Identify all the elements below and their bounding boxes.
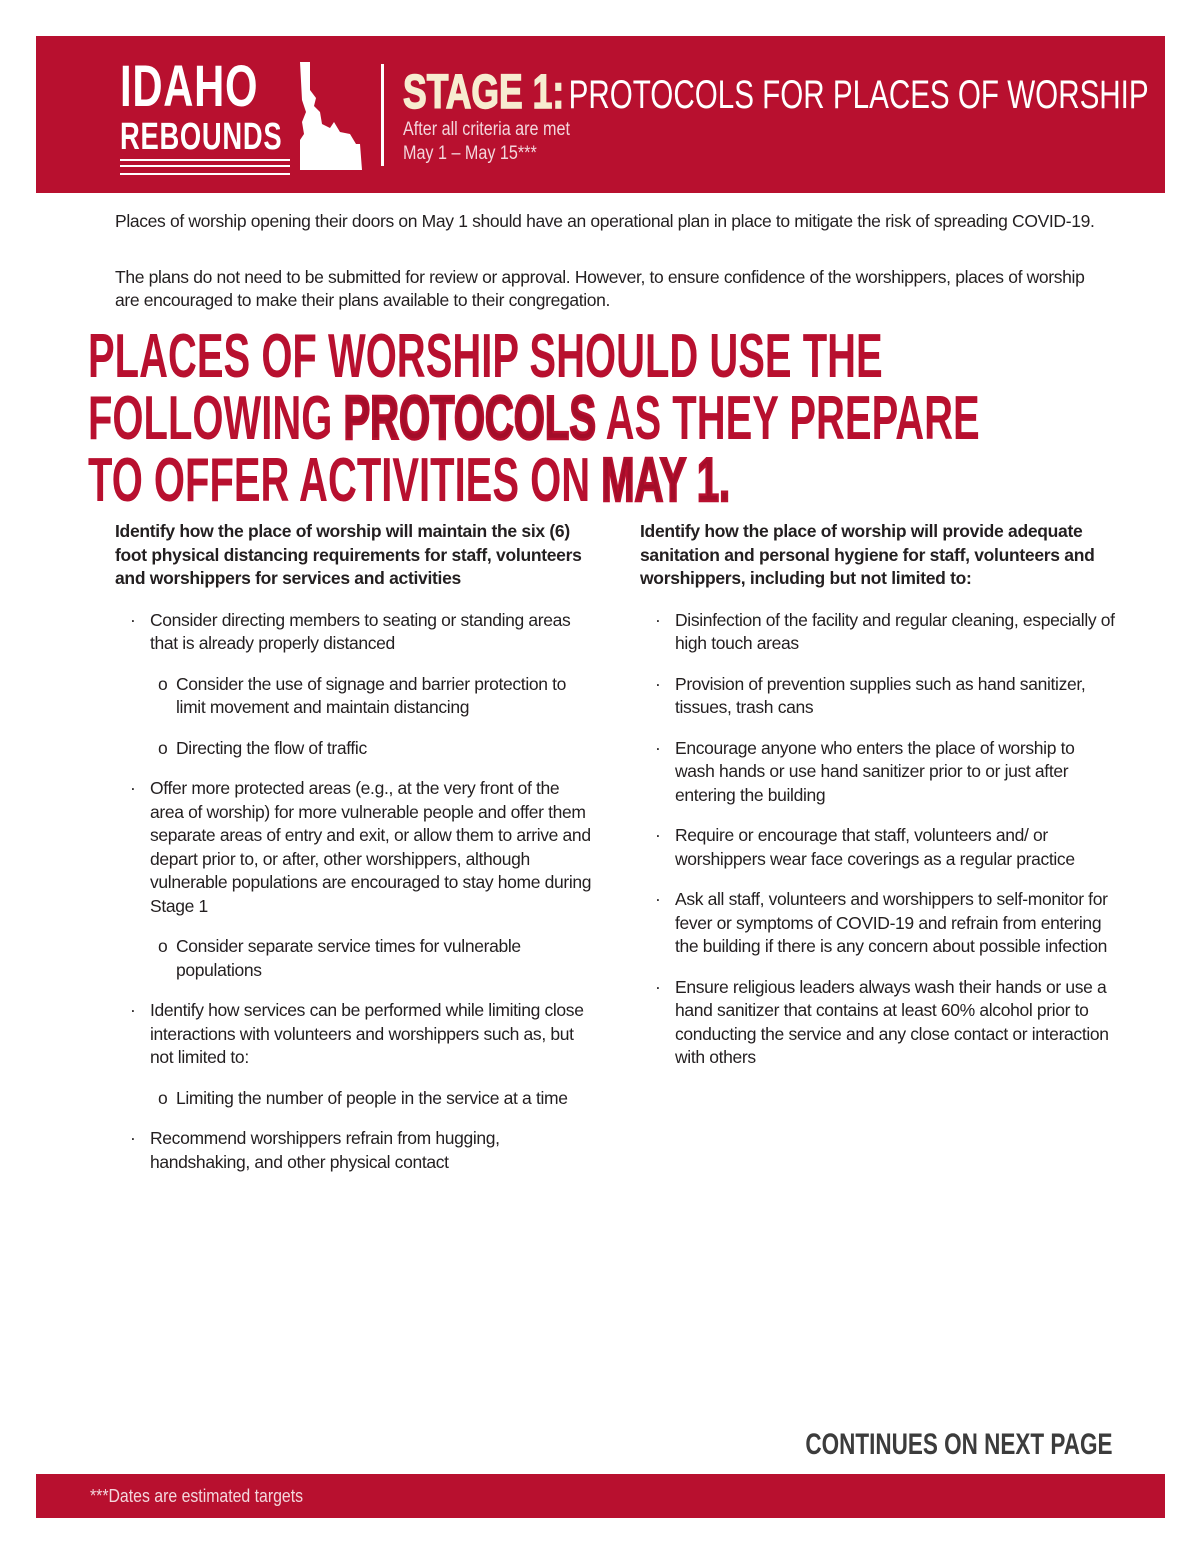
sub-bullet-marker: o bbox=[158, 936, 168, 956]
bullet-marker: · bbox=[655, 609, 661, 630]
intro-paragraph-1: Places of worship opening their doors on May 1 should have an operational plan in place to mitigate the risk of spreading COVID-19. bbox=[115, 211, 1095, 231]
bullet-text: Ask all staff, volunteers and worshippers to self-monitor for fever or symptoms of COVID-19 and refrain from entering the building if there is any concern about possible infection bbox=[675, 889, 1108, 956]
headline-text: FOLLOWING bbox=[88, 384, 344, 453]
bullet-item bbox=[115, 777, 595, 918]
bullet-text: Provision of prevention supplies such as hand sanitizer, tissues, trash cans bbox=[675, 673, 1086, 717]
bullet-item bbox=[115, 1127, 595, 1174]
bullet-text: Disinfection of the facility and regular cleaning, especially of high touch areas bbox=[675, 609, 1115, 653]
stage-label: STAGE 1: bbox=[403, 66, 565, 119]
continues-on-next-page: CONTINUES ON NEXT PAGE bbox=[804, 1428, 1112, 1461]
headline-line2 bbox=[88, 384, 980, 453]
bullet-item bbox=[115, 999, 595, 1070]
bullet-marker: · bbox=[655, 737, 661, 758]
bullet-item bbox=[640, 737, 1115, 808]
headline-emphasis: MAY 1. bbox=[601, 446, 731, 515]
footer-banner bbox=[36, 1474, 1165, 1518]
bullet-item bbox=[640, 609, 1115, 656]
bullet-marker: · bbox=[130, 1128, 136, 1148]
bullet-item bbox=[640, 824, 1115, 871]
subtitle-criteria: After all criteria are met bbox=[403, 119, 570, 140]
bullet-text: Consider directing members to seating or standing areas that is already properly distanced bbox=[150, 609, 571, 653]
bullet-item bbox=[640, 888, 1115, 959]
footer-note: ***Dates are estimated targets bbox=[90, 1486, 304, 1506]
sub-bullet-item bbox=[115, 935, 595, 982]
logo-stripes bbox=[120, 159, 290, 175]
header-divider bbox=[381, 64, 384, 166]
sub-bullet-marker: o bbox=[158, 737, 168, 758]
bullet-text: Limiting the number of people in the service at a time bbox=[176, 1087, 568, 1108]
bullet-item bbox=[115, 609, 595, 656]
right-column-heading: Identify how the place of worship will provide adequate sanitation and personal hygiene for staff, volunteers and worshippers, including but not limited to: bbox=[640, 521, 1095, 588]
headline-text: TO OFFER ACTIVITIES ON bbox=[88, 446, 602, 515]
right-column bbox=[640, 520, 1115, 1087]
headline bbox=[88, 322, 1200, 515]
logo-line1: IDAHO bbox=[120, 54, 259, 119]
headline-line3 bbox=[88, 446, 980, 515]
bullet-marker: · bbox=[655, 889, 661, 909]
bullet-marker: · bbox=[655, 825, 661, 845]
sub-bullet-item bbox=[115, 737, 595, 761]
sub-bullet-item bbox=[115, 673, 595, 720]
headline-emphasis: PROTOCOLS bbox=[343, 384, 597, 453]
bullet-marker: · bbox=[130, 1000, 136, 1020]
headline-line1: PLACES OF WORSHIP SHOULD USE THE bbox=[88, 322, 883, 391]
bullet-text: Require or encourage that staff, volunteers and/ or worshippers wear face coverings as a regular practice bbox=[675, 825, 1075, 869]
bullet-text: Consider separate service times for vulnerable populations bbox=[176, 936, 521, 980]
left-column bbox=[115, 520, 595, 1191]
bullet-marker: · bbox=[655, 976, 661, 997]
intro-paragraph-2: The plans do not need to be submitted for review or approval. However, to ensure confidence of the worshippers, places of worship are encouraged to make their plans available to their congregation. bbox=[115, 267, 1085, 310]
bullet-marker: · bbox=[130, 778, 136, 798]
sub-bullet-item bbox=[115, 1087, 595, 1111]
idaho-rebounds-logo bbox=[120, 54, 370, 172]
bullet-item bbox=[640, 673, 1115, 720]
idaho-state-icon bbox=[296, 62, 366, 172]
sub-bullet-marker: o bbox=[158, 673, 168, 694]
logo-line2: REBOUNDS bbox=[120, 116, 283, 158]
bullet-text: Offer more protected areas (e.g., at the very front of the area of worship) for more vulnerable people and offer them separate areas of entry and exit, or allow them to arrive and depart prior to, or after, other worshippers, although vulnerable populations are encouraged to stay home during Stage 1 bbox=[150, 778, 592, 916]
subtitle-dates: May 1 – May 15*** bbox=[403, 143, 537, 164]
bullet-text: Identify how services can be performed while limiting close interactions with volunteers and worshippers such as, but not limited to: bbox=[150, 1000, 584, 1067]
bullet-text: Recommend worshippers refrain from hugging, handshaking, and other physical contact bbox=[150, 1128, 500, 1172]
sub-bullet-marker: o bbox=[158, 1087, 168, 1108]
page-title bbox=[403, 66, 1149, 119]
bullet-text: Ensure religious leaders always wash their hands or use a hand sanitizer that contains at least 60% alcohol prior to conducting the service and any close contact or interaction with others bbox=[675, 976, 1109, 1067]
headline-text: AS THEY PREPARE bbox=[596, 384, 980, 453]
header-banner bbox=[36, 36, 1165, 193]
bullet-marker: · bbox=[655, 673, 661, 694]
title-text: PROTOCOLS FOR PLACES OF WORSHIP bbox=[568, 73, 1149, 117]
bullet-item bbox=[640, 976, 1115, 1070]
left-column-heading: Identify how the place of worship will maintain the six (6) foot physical distancing requirements for staff, volunteers and worshippers for services and activities bbox=[115, 521, 582, 588]
bullet-text: Directing the flow of traffic bbox=[176, 737, 367, 758]
bullet-marker: · bbox=[130, 609, 136, 630]
bullet-text: Encourage anyone who enters the place of worship to wash hands or use hand sanitizer prior to or just after entering the building bbox=[675, 737, 1075, 805]
bullet-text: Consider the use of signage and barrier protection to limit movement and maintain distancing bbox=[176, 673, 567, 717]
